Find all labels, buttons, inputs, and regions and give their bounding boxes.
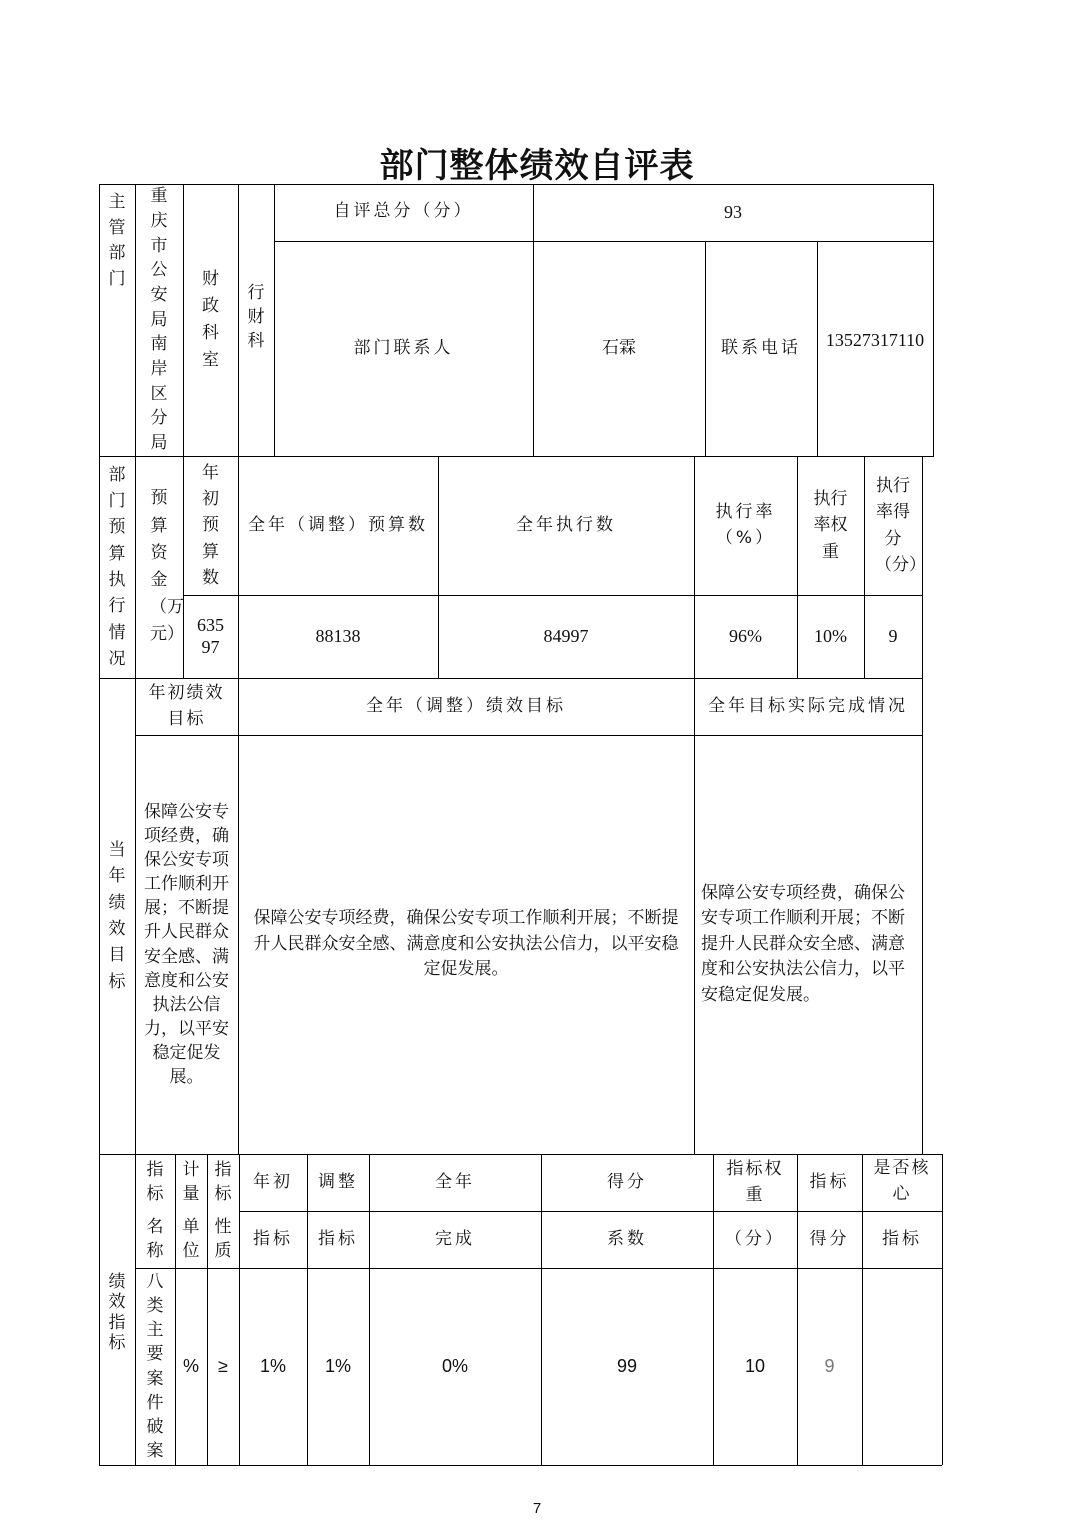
- executed-value: 84997: [543, 625, 589, 646]
- ind-row-weight: 10: [744, 1355, 766, 1376]
- ind-h1-nature: 指标: [214, 1159, 232, 1204]
- ind-h1-name: 指标: [146, 1159, 164, 1204]
- ind-h1-weight-text: 指标权重: [726, 1159, 784, 1205]
- col-score: [864, 456, 926, 595]
- ind-row-core: [862, 1268, 942, 1465]
- goals-adjusted-text: [238, 735, 694, 1154]
- goals-actual-text: [694, 735, 922, 1154]
- budget-sub-text: 预算资金（万元）: [150, 488, 184, 645]
- v-183: [183, 184, 184, 678]
- col-score-text: 执行率得分（分）: [875, 475, 926, 575]
- v-533: [533, 184, 534, 456]
- v-ind-713: [713, 1154, 714, 1465]
- phone-label: 联系电话: [721, 337, 801, 358]
- h-score: [274, 241, 934, 242]
- office-label: [183, 184, 238, 456]
- initial-budget-value: [183, 595, 238, 678]
- ind-row-unit: %: [182, 1355, 199, 1376]
- v-ind-175: [175, 1154, 176, 1465]
- ind-row-name-text: 八类主要案件破案: [146, 1272, 164, 1461]
- contact-label: 部门联系人: [353, 337, 454, 358]
- goals-section-text: 当年绩效目标: [108, 839, 126, 992]
- goals-col-adjusted: 全年（调整）绩效目标: [366, 695, 566, 716]
- v-ind-207: [207, 1154, 208, 1465]
- ind-row-initial: 1%: [259, 1355, 286, 1376]
- h-ind-2: [239, 1211, 942, 1212]
- h-top: [99, 184, 934, 185]
- v-438: [438, 456, 439, 678]
- v-ind-942: [942, 1154, 943, 1465]
- col-weight: [797, 456, 864, 595]
- ind-h1-weight: [713, 1154, 797, 1211]
- col-initial-budget: [183, 456, 238, 595]
- h-bottom: [99, 1465, 942, 1466]
- ind-h2-nature: 性质: [214, 1216, 232, 1261]
- budget-section-label: [99, 456, 135, 678]
- ind-h2-name: 名称: [146, 1216, 164, 1261]
- v-ind-862: [862, 1154, 863, 1465]
- budget-section-text: 部门预算执行情况: [108, 464, 126, 670]
- ind-h1-full-year: 全年: [435, 1171, 475, 1192]
- phone-value: [817, 241, 933, 456]
- office-label-text: 财政科室: [202, 268, 219, 371]
- office-name-text: 行财科: [247, 283, 265, 351]
- v-ind-307: [307, 1154, 308, 1465]
- ind-row-adjusted: 1%: [324, 1355, 351, 1376]
- col-executed: 全年执行数: [516, 514, 616, 535]
- ind-row-nature: ≥: [218, 1355, 228, 1376]
- ind-h1-score-coef: 得分: [607, 1171, 647, 1192]
- v-797-budget: [797, 456, 798, 678]
- ind-h1-initial: 年初: [253, 1171, 293, 1192]
- v-ind-797: [797, 1154, 798, 1465]
- ind-row-score-coef: 99: [616, 1355, 638, 1376]
- score-label: 自评总分（分）: [333, 201, 474, 221]
- v-left: [99, 184, 100, 1465]
- initial-budget-value-text: 63597: [197, 614, 224, 657]
- rate-value: 96%: [729, 625, 762, 646]
- v-ind-541: [541, 1154, 542, 1465]
- dept-name-text: 重庆市公安局南岸区分局: [150, 186, 168, 453]
- h-budget-mid: [183, 595, 923, 596]
- ind-h2-score-coef: 系数: [607, 1228, 647, 1249]
- goals-adjusted-paragraph: 保障公安专项经费，确保公安专项工作顺利开展；不断提升人民群众安全感、满意度和公安执法公信力，以平安稳定促发展。: [253, 908, 679, 980]
- v-ind-239: [239, 1154, 240, 1465]
- v-274: [274, 184, 275, 456]
- ind-h1-core: [862, 1154, 942, 1211]
- h-header-bottom: [99, 456, 934, 457]
- h-goals-mid: [135, 735, 923, 736]
- col-rate: [694, 456, 797, 595]
- ind-h1-adjusted: 调整: [318, 1171, 358, 1192]
- col-rate-text: 执行率（%）: [715, 502, 776, 548]
- ind-h2-initial: 指标: [253, 1228, 293, 1249]
- ind-h1-score: 指标: [809, 1171, 850, 1192]
- ind-h1-core-text: 是否核心: [873, 1158, 931, 1204]
- office-name: [238, 184, 274, 456]
- page-title: 部门整体绩效自评表: [379, 146, 695, 186]
- v-694: [694, 456, 695, 1154]
- col-weight-text: 执行率权重: [813, 488, 848, 562]
- score-value: 93: [724, 201, 742, 222]
- v-ind-369: [369, 1154, 370, 1465]
- v-135: [135, 184, 136, 1465]
- v-705: [705, 241, 706, 456]
- ind-h2-full-year: 完成: [435, 1228, 475, 1249]
- dept-name: [135, 184, 183, 456]
- indicators-section-text: 绩效指标: [108, 1272, 126, 1354]
- ind-h2-score: 得分: [809, 1228, 850, 1249]
- dept-label: [99, 184, 135, 456]
- weight-value: 10%: [814, 625, 847, 646]
- goals-actual-paragraph: 保障公安专项经费，确保公安专项工作顺利开展；不断提升人民群众安全感、满意度和公安执法公信力，以平安稳定促发展。: [701, 882, 905, 1005]
- ind-row-full-year: 0%: [441, 1355, 468, 1376]
- page-number: 7: [532, 1500, 542, 1517]
- goals-col-initial-text: 年初绩效目标: [148, 683, 225, 729]
- ind-h2-core: 指标: [882, 1228, 922, 1249]
- v-922: [922, 456, 923, 1154]
- goals-initial-text: [135, 735, 238, 1154]
- goals-col-initial: [135, 678, 238, 735]
- goals-section-label: [99, 678, 135, 1154]
- indicators-section-label: [99, 1154, 135, 1465]
- goals-col-actual: 全年目标实际完成情况: [708, 695, 908, 716]
- phone-value-text: 13527317110: [825, 330, 925, 350]
- ind-h2-weight: （分）: [725, 1228, 785, 1249]
- h-budget-bottom: [99, 678, 923, 679]
- contact-name: 石霖: [602, 337, 636, 358]
- v-238: [238, 184, 239, 1154]
- budget-sub-label: [135, 456, 183, 678]
- col-adjusted-budget: 全年（调整）预算数: [248, 514, 428, 535]
- ind-row-name: [135, 1268, 175, 1465]
- v-933: [933, 184, 934, 456]
- ind-h1-unit: 计量: [182, 1159, 200, 1204]
- v-817: [817, 241, 818, 456]
- adjusted-budget-value: 88138: [315, 625, 361, 646]
- ind-row-score: 9: [824, 1355, 835, 1376]
- ind-h2-adjusted: 指标: [318, 1228, 358, 1249]
- h-ind-1: [239, 1154, 942, 1155]
- col-initial-budget-text: 年初预算数: [202, 462, 219, 589]
- h-ind-3: [135, 1268, 942, 1269]
- goals-initial-paragraph: 保障公安专项经费，确保公安专项工作顺利开展；不断提升人民群众安全感、满意度和公安执法公信力，以平安稳定促发展。: [144, 801, 229, 1088]
- ind-h2-unit: 单位: [182, 1216, 200, 1261]
- dept-label-text: 主管部门: [108, 192, 126, 289]
- score-value-budget: 9: [888, 625, 898, 646]
- v-864: [864, 456, 865, 678]
